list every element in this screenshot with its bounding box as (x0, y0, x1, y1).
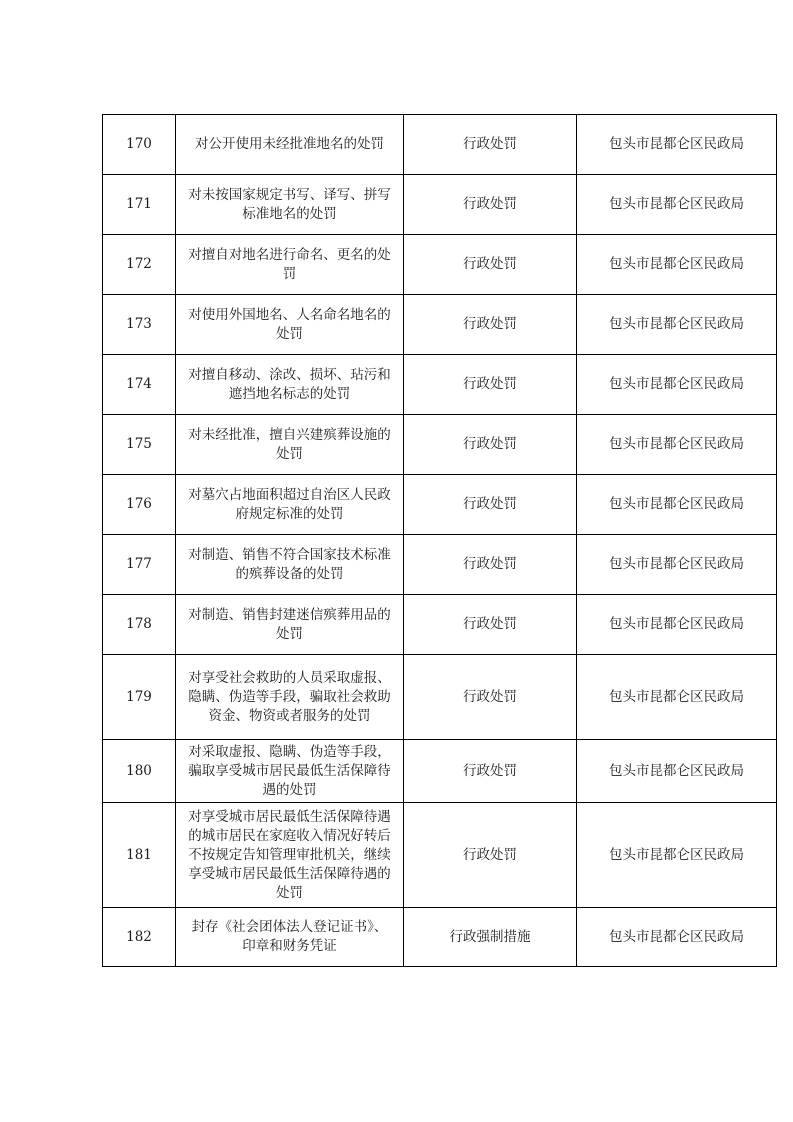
table-row (103, 535, 777, 595)
item-authority: 包头市昆都仑区民政局 (577, 595, 777, 655)
row-number: 171 (103, 175, 176, 235)
table-row (103, 655, 777, 740)
item-authority: 包头市昆都仑区民政局 (577, 535, 777, 595)
table-row (103, 355, 777, 415)
row-number: 172 (103, 235, 176, 295)
row-number: 175 (103, 415, 176, 475)
item-authority: 包头市昆都仑区民政局 (577, 175, 777, 235)
row-number: 173 (103, 295, 176, 355)
row-number: 176 (103, 475, 176, 535)
item-type: 行政处罚 (404, 175, 577, 235)
table-row (103, 295, 777, 355)
item-type: 行政处罚 (404, 415, 577, 475)
item-type: 行政处罚 (404, 295, 577, 355)
table-row (103, 740, 777, 803)
row-number: 181 (103, 803, 176, 908)
item-name: 对未按国家规定书写、译写、拼写标准地名的处罚 (176, 175, 404, 235)
item-authority: 包头市昆都仑区民政局 (577, 740, 777, 803)
item-type: 行政处罚 (404, 740, 577, 803)
item-authority: 包头市昆都仑区民政局 (577, 908, 777, 967)
item-name: 对擅自对地名进行命名、更名的处罚 (176, 235, 404, 295)
table-row (103, 235, 777, 295)
row-number: 170 (103, 115, 176, 175)
item-type: 行政处罚 (404, 355, 577, 415)
item-authority: 包头市昆都仑区民政局 (577, 415, 777, 475)
item-authority: 包头市昆都仑区民政局 (577, 803, 777, 908)
item-name: 对使用外国地名、人名命名地名的处罚 (176, 295, 404, 355)
item-authority: 包头市昆都仑区民政局 (577, 355, 777, 415)
power-list-table (102, 114, 777, 967)
item-type: 行政强制措施 (404, 908, 577, 967)
item-type: 行政处罚 (404, 475, 577, 535)
item-type: 行政处罚 (404, 235, 577, 295)
item-name: 对制造、销售不符合国家技术标准的殡葬设备的处罚 (176, 535, 404, 595)
item-authority: 包头市昆都仑区民政局 (577, 115, 777, 175)
row-number: 179 (103, 655, 176, 740)
table-row (103, 115, 777, 175)
item-name: 封存《社会团体法人登记证书》、印章和财务凭证 (176, 908, 404, 967)
item-type: 行政处罚 (404, 595, 577, 655)
item-authority: 包头市昆都仑区民政局 (577, 295, 777, 355)
item-authority: 包头市昆都仑区民政局 (577, 655, 777, 740)
table-row (103, 415, 777, 475)
item-type: 行政处罚 (404, 803, 577, 908)
item-name: 对墓穴占地面积超过自治区人民政府规定标准的处罚 (176, 475, 404, 535)
row-number: 177 (103, 535, 176, 595)
row-number: 178 (103, 595, 176, 655)
table-row (103, 175, 777, 235)
table-row (103, 908, 777, 967)
item-name: 对享受城市居民最低生活保障待遇的城市居民在家庭收入情况好转后不按规定告知管理审批机关，继续享受城市居民最低生活保障待遇的处罚 (176, 803, 404, 908)
item-type: 行政处罚 (404, 535, 577, 595)
item-authority: 包头市昆都仑区民政局 (577, 475, 777, 535)
row-number: 182 (103, 908, 176, 967)
item-name: 对未经批准，擅自兴建殡葬设施的处罚 (176, 415, 404, 475)
item-type: 行政处罚 (404, 115, 577, 175)
item-authority: 包头市昆都仑区民政局 (577, 235, 777, 295)
row-number: 180 (103, 740, 176, 803)
item-name: 对擅自移动、涂改、损坏、玷污和遮挡地名标志的处罚 (176, 355, 404, 415)
item-name: 对制造、销售封建迷信殡葬用品的处罚 (176, 595, 404, 655)
row-number: 174 (103, 355, 176, 415)
table-row (103, 595, 777, 655)
item-name: 对公开使用未经批准地名的处罚 (176, 115, 404, 175)
table-row (103, 475, 777, 535)
item-type: 行政处罚 (404, 655, 577, 740)
table-row (103, 803, 777, 908)
item-name: 对采取虚报、隐瞒、伪造等手段，骗取享受城市居民最低生活保障待遇的处罚 (176, 740, 404, 803)
item-name: 对享受社会救助的人员采取虚报、隐瞒、伪造等手段，骗取社会救助资金、物资或者服务的处罚 (176, 655, 404, 740)
